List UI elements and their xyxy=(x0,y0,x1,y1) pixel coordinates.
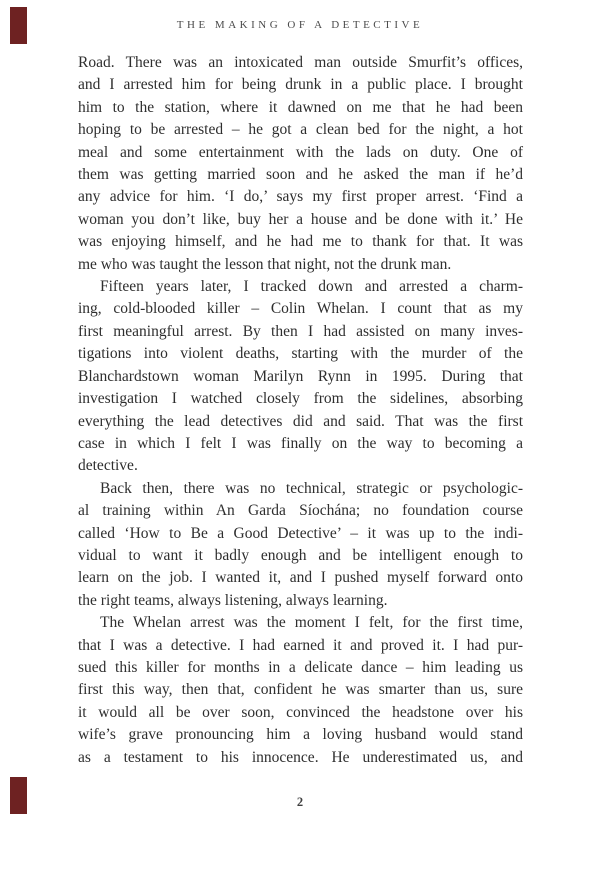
body-line: case in which I felt I was finally on the way to becoming a xyxy=(78,434,523,452)
body-line: me who was taught the lesson that night, not the drunk man. xyxy=(78,255,452,273)
body-line: meal and some entertainment with the lads on duty. One of xyxy=(78,143,523,161)
body-line: first meaningful arrest. By then I had assisted on many inves- xyxy=(78,322,523,340)
body-line: called ‘How to Be a Good Detective’ – it was up to the indi- xyxy=(78,524,523,542)
body-line: vidual to want it badly enough and be intelligent enough to xyxy=(78,546,523,564)
body-line: Back then, there was no technical, strategic or psychologic- xyxy=(100,479,523,497)
body-line: any advice for him. ‘I do,’ says my first proper arrest. ‘Find a xyxy=(78,188,523,206)
body-line: al training within An Garda Síochána; no foundation course xyxy=(78,502,523,520)
body-line: that I was a detective. I had earned it and proved it. I had pur- xyxy=(78,636,523,654)
body-line: was enjoying himself, and he had me to thank for that. It was xyxy=(78,233,523,251)
paragraph xyxy=(78,478,523,612)
body-line: it would all be over soon, convinced the headstone over his xyxy=(78,703,523,721)
body-line: investigation I watched closely from the sidelines, absorbing xyxy=(78,390,523,408)
body-line: wife’s grave pronouncing him a loving husband would stand xyxy=(78,726,523,744)
body-line: sued this killer for months in a delicate dance – him leading us xyxy=(78,658,523,676)
body-line: tigations into violent deaths, starting with the murder of the xyxy=(78,345,523,363)
paragraph xyxy=(78,52,523,276)
body-text xyxy=(78,52,523,769)
body-line: first this way, then that, confident he was smarter than us, sure xyxy=(78,681,523,699)
body-line: them was getting married soon and he asked the man if he’d xyxy=(78,166,523,184)
body-line: everything the lead detectives did and said. That was the first xyxy=(78,412,523,430)
body-line: and I arrested him for being drunk in a public place. I brought xyxy=(78,76,523,94)
body-line: Fifteen years later, I tracked down and arrested a charm- xyxy=(100,278,523,296)
paragraph xyxy=(78,612,523,769)
body-line: hoping to be arrested – he got a clean bed for the night, a hot xyxy=(78,121,523,139)
body-line: ing, cold-blooded killer – Colin Whelan. I count that as my xyxy=(78,300,523,318)
body-line: Road. There was an intoxicated man outside Smurfit’s offices, xyxy=(78,54,523,71)
body-line: learn on the job. I wanted it, and I pushed myself forward onto xyxy=(78,569,523,587)
body-line: him to the station, where it dawned on me that he had been xyxy=(78,98,523,116)
body-line: Blanchardstown woman Marilyn Rynn in 1995. During that xyxy=(78,367,523,385)
body-line: the right teams, always listening, always learning. xyxy=(78,591,388,609)
body-line: woman you don’t like, buy her a house and be done with it.’ He xyxy=(78,210,523,228)
body-line: as a testament to his innocence. He underestimated us, and xyxy=(78,748,523,766)
paragraph xyxy=(78,276,523,478)
body-line: detective. xyxy=(78,457,138,475)
running-header: THE MAKING OF A DETECTIVE xyxy=(176,19,424,31)
body-line: The Whelan arrest was the moment I felt, for the first time, xyxy=(100,614,523,632)
page-number: 2 xyxy=(296,795,304,809)
